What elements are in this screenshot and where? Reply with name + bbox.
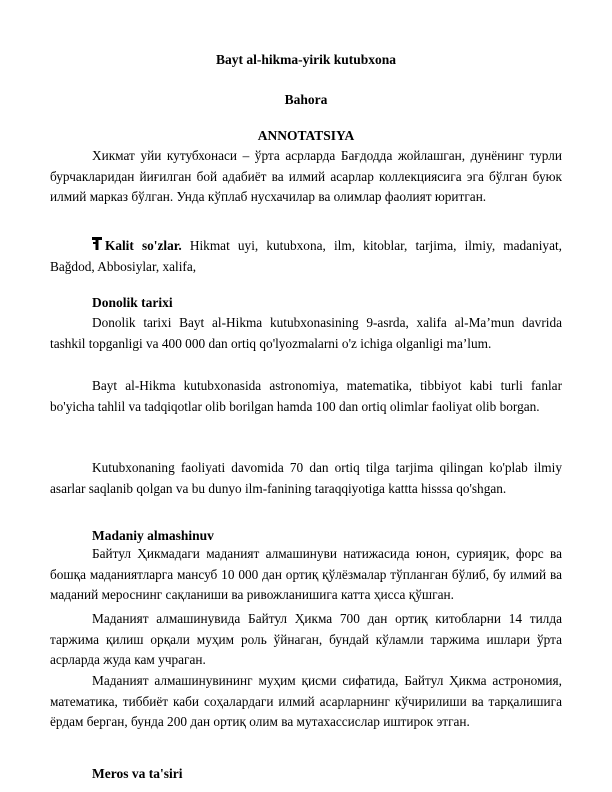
section-paragraph: Donolik tarixi Bayt al-Hikma kutubxonasining 9-asrda, xalifa al-Ma’mun davrida tashkil topganligi va 400 000 dan ortiq qo'lyozmalarni o'z ichiga olganligi ma’lum. (50, 315, 562, 351)
document-title: Bayt al-hikma-yirik kutubxona (215, 52, 397, 67)
section-heading: Donolik tarixi (92, 295, 173, 310)
annotation-paragraph: Хикмат уйи кутубхонаси – ўрта асрларда Бағдодда жойлашган, дунёнинг турли бурчакларидан йиғилган бой адабиёт ва илмий асарлар коллекциясига эга бўлган буюк илмий марказ бўлган. Унда кўплаб нусхачилар ва олимлар фаолият юритган. (50, 148, 562, 204)
keywords-paragraph (50, 236, 562, 277)
tool-icon (92, 237, 102, 251)
section-paragraph: Kutubxonaning faoliyati davomida 70 dan ortiq tilga tarjima qilingan ko'plab ilmiy asarlar saqlanib qolgan va bu dunyo ilm-fanining taraqqiyotiga kattta hisssa qo'shgan. (50, 460, 562, 496)
annotation-heading (0, 128, 612, 144)
section-paragraph: Маданият алмашинувининг муҳим қисми сифатида, Байтул Ҳикма астрономия, математика, тиббиёт каби соҳалардаги илмий асарларнинг кўчирилиши ва тарқалишига ёрдам берган, бунда 200 дан ортиқ олим ва мутахассислар иштирок этган. (50, 673, 562, 729)
section-heading: Madaniy almashinuv (92, 528, 214, 543)
section-paragraph: Bayt al-Hikma kutubxonasida astronomiya, matematika, tibbiyot kabi turli fanlar bo'yicha tahlil va tadqiqotlar olib borilgan hamda 100 dan ortiq olimlar faoliyat olib borgan. (50, 378, 562, 414)
section-paragraph: Маданият алмашинувида Байтул Ҳикма 700 дан ортиқ китобларни 14 тилда таржима қилиш орқали муҳим роль ўйнаган, бундай кўламли таржима ишлари ўрта асрларда жуда кам учраган. (50, 611, 562, 667)
section-heading: Meros va ta'siri (92, 766, 183, 781)
document-subtitle: Bahora (284, 92, 328, 107)
section-paragraph: Байтул Ҳикмадаги маданият алмашинуви натижасида юнон, сурияլик, форс ва бошқа маданиятларга мансуб 10 000 дан ортиқ қўлёзмалар тўпланган бўлиб, бу илмий ва маданий мероснинг сақланиши ва ривожланишига катта ҳисса қўшган. (50, 546, 562, 602)
keywords-text: Hikmat uyi, kutubxona, ilm, kitoblar, tarjima, ilmiy, madaniyat, Bağdod, Abbosiylar, xalifa, (50, 238, 562, 274)
keywords-label: Kalit so'zlar. (105, 238, 182, 253)
annotation-heading-text: ANNOTATSIYA (257, 128, 355, 143)
